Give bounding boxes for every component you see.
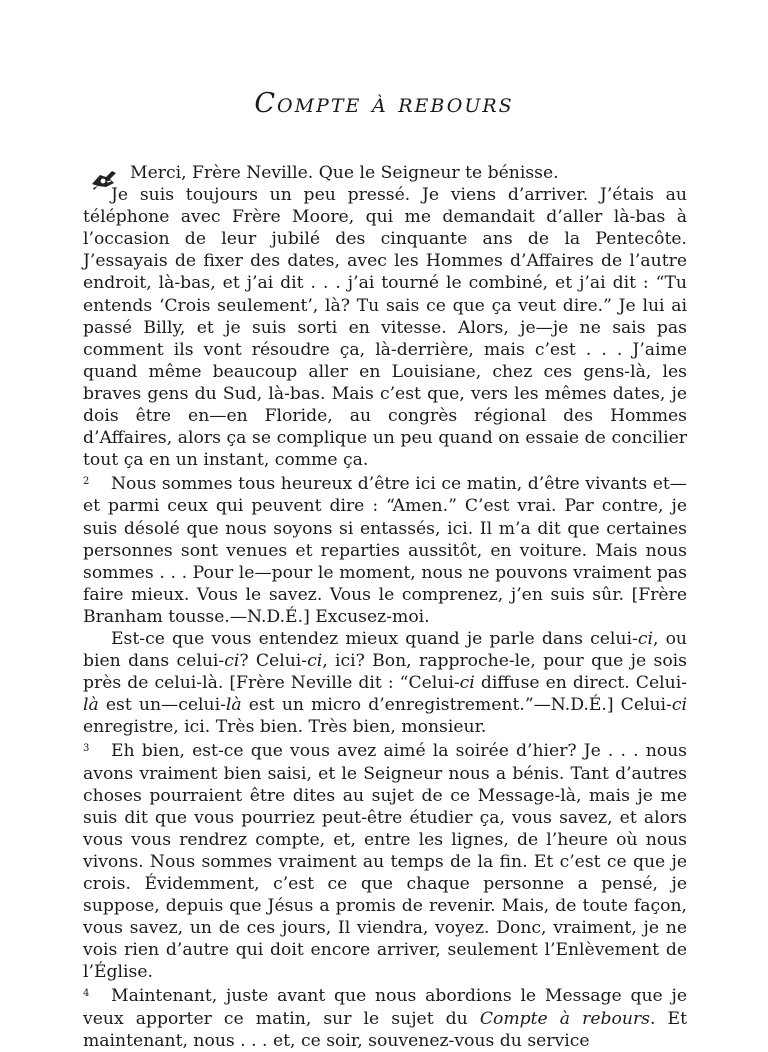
paragraph-text: Maintenant, juste avant que nous abordions le Message que je veux apporter ce matin, sur le sujet du	[83, 986, 687, 1029]
page-title: Compte à rebours	[254, 88, 514, 119]
paragraph-text: , ici? Bon, rapproche-le, pour que je sois près de celui-là. [Frère Neville dit : “Celui-	[83, 651, 687, 694]
emphasis-text: là	[83, 695, 99, 716]
emphasis-text: là	[225, 695, 242, 716]
emphasis-text: Compte à rebours	[479, 1008, 650, 1029]
paragraph-number: 2	[83, 476, 90, 488]
paragraph-text: ? Celui-	[239, 651, 308, 672]
paragraph-number: 3	[83, 743, 90, 755]
emphasis-text: ci	[459, 673, 475, 694]
paragraph	[83, 628, 687, 738]
emphasis-text: ci	[671, 695, 687, 716]
paragraph-text: Est-ce que vous entendez mieux quand je parle dans celui-	[111, 628, 638, 649]
paragraph-text: enregistre, ici. Très bien. Très bien, monsieur.	[83, 717, 487, 738]
emphasis-text: ci	[224, 651, 240, 672]
sermon-text	[83, 162, 687, 1052]
paragraph-text: , ou bien dans celui-	[83, 628, 687, 672]
paragraph-text: . Et maintenant, nous . . . et, ce soir, souvenez-vous du service	[83, 1008, 687, 1051]
paragraph	[83, 162, 687, 184]
emphasis-text: ci	[307, 651, 323, 672]
paragraph-text: est un—celui-	[98, 695, 226, 716]
emphasis-text: ci	[637, 628, 653, 649]
paragraph	[83, 471, 687, 628]
paragraph-text: Je suis toujours un peu pressé. Je viens d’arriver. J’étais au téléphone avec Frère Moore, qui me demandait d’aller là-bas à l’occasion de leur jubilé des cinquante ans de la Pentecôte. J’essayais de fixer des dates, avec les Hommes d’Affaires de l’autre endroit, là-bas, et j’ai dit . . . j’ai tourné le combiné, et j’ai dit : “Tu entends ‘Crois seulement’, là? Tu sais ce que ça veut dire.” Je lui ai passé Billy, et je suis sorti en vitesse. Alors, je—je ne sais pas comment ils vont résoudre ça, là-derrière, mais c’est . . . J’aime quand même beaucoup aller en Louisiane, chez ces gens-là, les braves gens du Sud, là-bas. Mais c’est que, vers les mêmes dates, je dois être en—en Floride, au congrès régional des Hommes d’Affaires, alors ça se complique un peu quand on essaie de concilier tout ça en un instant, comme ça.	[83, 185, 687, 471]
paragraph-number: 4	[83, 988, 90, 1000]
paragraph	[83, 738, 687, 983]
paragraph-text: Nous sommes tous heureux d’être ici ce matin, d’être vivants et—et parmi ceux qui peuvent dire : “Amen.” C’est vrai. Par contre, je suis désolé que nous soyons si entassés, ici. Il m’a dit que certaines personnes sont venues et reparties aussitôt, en voiture. Mais nous sommes . . . Pour le—pour le moment, nous ne pouvons vraiment pas faire mieux. Vous le savez. Vous le comprenez, j’en suis sûr. [Frère Branham tousse.—N.D.É.] Excusez-moi.	[83, 474, 687, 627]
paragraph-text: est un micro d’enregistrement.”—N.D.É.] Celui-	[241, 695, 672, 716]
paragraph	[83, 184, 687, 471]
paragraph-text: diffuse en direct. Celui-	[474, 673, 687, 694]
paragraph-text: Eh bien, est-ce que vous avez aimé la soirée d’hier? Je . . . nous avons vraiment bien saisi, et le Seigneur nous a bénis. Tant d’autres choses pourraient être dites au sujet de ce Message-là, mais je me suis dit que vous pourriez peut-être étudier ça, vous savez, et alors vous vous rendrez compte, et, entre les lignes, de l’heure où nous vivons. Nous sommes vraiment au temps de la fin. Et c’est ce que je crois. Évidemment, c’est ce que chaque personne a pensé, je suppose, depuis que Jésus a promis de revenir. Mais, de toute façon, vous savez, un de ces jours, Il viendra, voyez. Donc, vraiment, je ne vois rien d’autre qui doit encore arriver, seulement l’Enlèvement de l’Église.	[83, 741, 687, 983]
paragraph-text: Merci, Frère Neville. Que le Seigneur te bénisse.	[130, 163, 559, 183]
